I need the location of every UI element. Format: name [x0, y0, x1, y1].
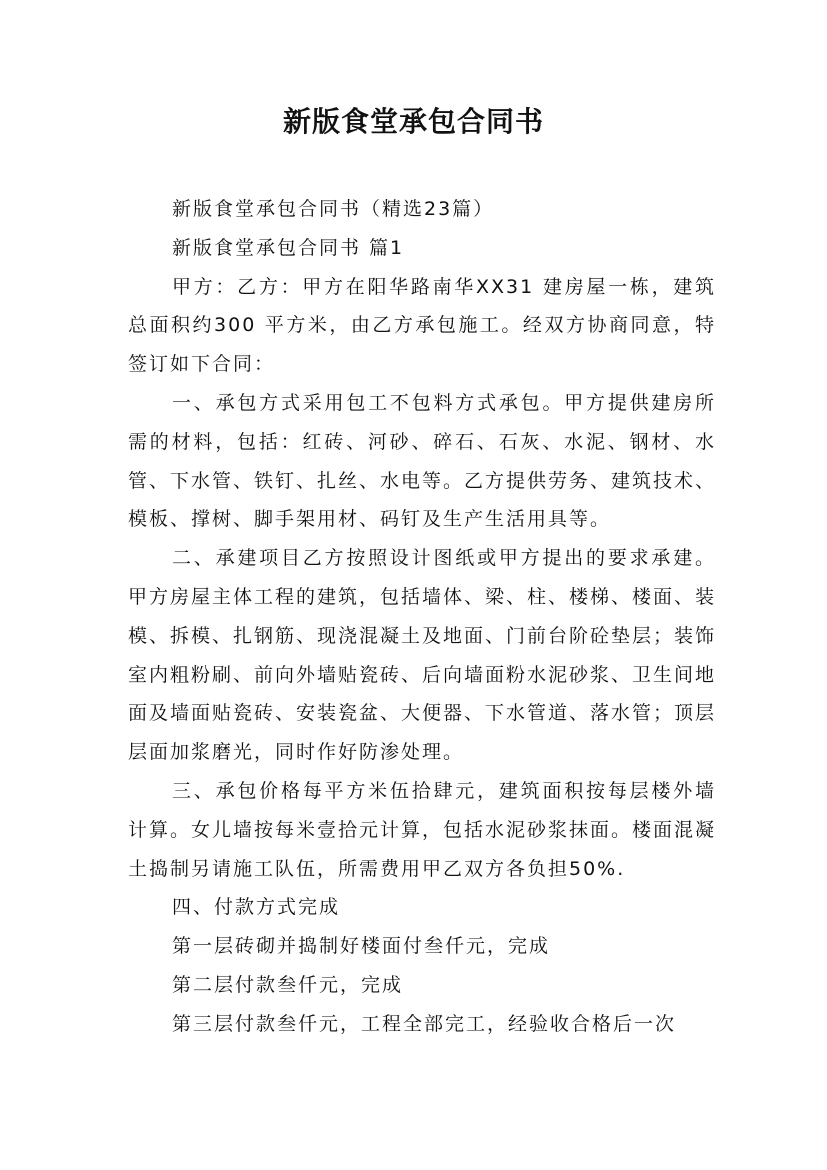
document-title: 新版食堂承包合同书	[282, 105, 544, 138]
paragraph-parties: 甲方：乙方：甲方在阳华路南华XX31 建房屋一栋，建筑总面积约300 平方米，由乙方承包施工。经双方协商同意，特签订如下合同：	[128, 275, 716, 376]
paragraph-payment-floor-1: 第一层砖砌并捣制好楼面付叁仟元，完成	[172, 935, 551, 958]
paragraph-payment-floor-3: 第三层付款叁仟元，工程全部完工，经验收合格后一次	[172, 1012, 677, 1035]
paragraph-clause-4: 四、付款方式完成	[172, 896, 341, 919]
paragraph-clause-1: 一、承包方式采用包工不包料方式承包。甲方提供建房所需的材料，包括：红砖、河砂、碎石、石灰、水泥、钢材、水管、下水管、铁钉、扎丝、水电等。乙方提供劳务、建筑技术、模板、撑树、脚手架用材、码钉及生产生活用具等。	[128, 391, 717, 531]
paragraph-article-heading: 新版食堂承包合同书 篇1	[172, 236, 405, 259]
document-body	[128, 190, 716, 1044]
paragraph-clause-2: 二、承建项目乙方按照设计图纸或甲方提出的要求承建。甲方房屋主体工程的建筑，包括墙体、梁、柱、楼梯、楼面、装模、拆模、扎钢筋、现浇混凝土及地面、门前台阶砼垫层；装饰室内粗粉刷、前向外墙贴瓷砖、后向墙面粉水泥砂浆、卫生间地面及墙面贴瓷砖、安装瓷盆、大便器、下水管道、落水管；顶层层面加浆磨光，同时作好防渗处理。	[128, 547, 717, 764]
paragraph-collection-heading: 新版食堂承包合同书（精选23篇）	[172, 198, 495, 220]
paragraph-payment-floor-2: 第二层付款叁仟元，完成	[172, 973, 404, 996]
paragraph-clause-3: 三、承包价格每平方米伍拾肆元，建筑面积按每层楼外墙计算。女儿墙按每米壹拾元计算，包括水泥砂浆抹面。楼面混凝土捣制另请施工队伍，所需费用甲乙双方各负担50%.	[128, 779, 717, 880]
